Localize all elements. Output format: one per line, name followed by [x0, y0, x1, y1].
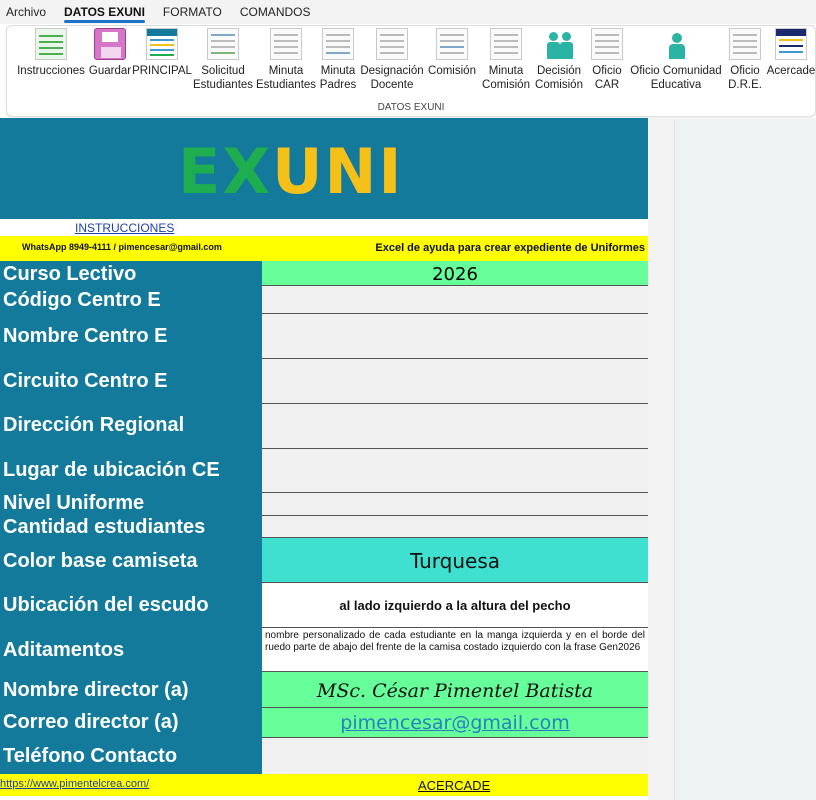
banner — [0, 118, 648, 219]
side-pane-inner — [674, 120, 816, 800]
menu-formato[interactable]: FORMATO — [162, 5, 222, 19]
nombre-director-value: MSc. César Pimentel Batista — [316, 680, 594, 702]
document-icon — [490, 28, 522, 60]
minuta-comision-button[interactable] — [479, 28, 533, 92]
document-icon — [322, 28, 354, 60]
lugar-ubicacion-cell[interactable] — [262, 449, 648, 493]
exuni-logo — [178, 135, 404, 208]
color-base-cell[interactable] — [262, 538, 648, 583]
people-icon — [543, 28, 575, 60]
menu-comandos[interactable]: COMANDOS — [239, 5, 311, 19]
label-nombre-director: Nombre director (a) — [3, 679, 189, 701]
comision-button[interactable] — [425, 28, 479, 78]
website-link[interactable]: https://www.pimentelcrea.com/ — [0, 778, 150, 790]
label-aditamentos: Aditamentos — [3, 639, 125, 661]
minuta-estudiantes-button[interactable] — [255, 28, 317, 92]
document-icon — [376, 28, 408, 60]
acercade-link[interactable]: ACERCADE — [418, 778, 491, 793]
label-codigo-centro: Código Centro E — [3, 289, 161, 311]
document-icon — [729, 28, 761, 60]
nivel-uniforme-cell[interactable] — [262, 493, 648, 516]
label-cantidad-estudiantes: Cantidad estudiantes — [3, 516, 206, 538]
solicitud-estudiantes-label: Solicitud Estudiantes — [192, 65, 254, 91]
aditamentos-value: nombre personalizado de cada estudiante en la manga izquierda y en el borde del ruedo parte de abajo del frente de la camisa costado izquierdo con la frase Gen2026 — [265, 630, 645, 653]
footer-bar — [0, 774, 648, 796]
nombre-director-cell[interactable] — [262, 672, 648, 708]
ribbon-panel — [6, 25, 816, 117]
instructions-link[interactable]: INSTRUCCIONES — [75, 221, 175, 235]
color-base-value: Turquesa — [409, 549, 501, 573]
label-telefono: Teléfono Contacto — [3, 745, 178, 767]
contact-bar — [0, 236, 648, 261]
instructions-row — [0, 219, 648, 236]
menu-archivo[interactable]: Archivo — [6, 5, 47, 19]
document-icon — [436, 28, 468, 60]
people-icon — [660, 28, 692, 60]
logo-ex: EX — [178, 135, 273, 208]
acercade-label: Acercade — [766, 65, 816, 77]
ubicacion-escudo-value: al lado izquierdo a la altura del pecho — [339, 598, 571, 613]
guardar-label: Guardar — [88, 65, 132, 77]
label-ubicacion-escudo: Ubicación del escudo — [3, 594, 209, 616]
designacion-docente-label: Designación Docente — [360, 65, 424, 91]
save-icon — [94, 28, 126, 60]
label-direccion-regional: Dirección Regional — [3, 414, 185, 436]
oficio-dre-button[interactable] — [723, 28, 767, 92]
curso-lectivo-value: 2026 — [432, 264, 478, 285]
codigo-centro-cell[interactable] — [262, 286, 648, 314]
cantidad-estudiantes-cell[interactable] — [262, 516, 648, 538]
acercade-button[interactable] — [767, 28, 815, 78]
label-curso-lectivo: Curso Lectivo — [3, 263, 137, 285]
nombre-centro-cell[interactable] — [262, 314, 648, 359]
contact-info: WhatsApp 8949-4111 / pimencesar@gmail.com — [22, 242, 222, 252]
circuito-centro-cell[interactable] — [262, 359, 648, 404]
instrucciones-icon — [35, 28, 67, 60]
principal-icon — [146, 28, 178, 60]
logo-uni: UNI — [272, 135, 404, 208]
correo-director-link[interactable]: pimencesar@gmail.com — [340, 712, 570, 734]
ribbon-group-label: DATOS EXUNI — [377, 102, 445, 113]
oficio-comunidad-educativa-label: Oficio Comunidad Educativa — [630, 65, 722, 91]
curso-lectivo-cell[interactable] — [262, 261, 648, 286]
correo-director-cell[interactable] — [262, 708, 648, 738]
guardar-button[interactable] — [87, 28, 133, 78]
direccion-regional-cell[interactable] — [262, 404, 648, 449]
principal-label: PRINCIPAL — [132, 65, 192, 77]
menu-bar — [0, 0, 816, 24]
oficio-car-button[interactable] — [585, 28, 629, 92]
oficio-comunidad-educativa-button[interactable] — [629, 28, 723, 92]
ubicacion-escudo-cell[interactable] — [262, 583, 648, 628]
label-circuito-centro: Circuito Centro E — [3, 370, 168, 392]
minuta-padres-label: Minuta Padres — [319, 65, 357, 91]
principal-button[interactable] — [133, 28, 191, 78]
oficio-dre-label: Oficio D.R.E. — [728, 65, 762, 91]
comision-label: Comisión — [428, 65, 476, 77]
oficio-car-label: Oficio CAR — [592, 65, 622, 91]
label-nivel-uniforme: Nivel Uniforme — [3, 492, 145, 514]
decision-comision-button[interactable] — [533, 28, 585, 92]
aditamentos-cell[interactable] — [262, 628, 648, 672]
menu-datos-exuni[interactable]: DATOS EXUNI — [64, 0, 145, 24]
solicitud-estudiantes-button[interactable] — [191, 28, 255, 92]
designacion-docente-button[interactable] — [359, 28, 425, 92]
decision-comision-label: Decisión Comisión — [535, 65, 583, 91]
minuta-estudiantes-label: Minuta Estudiantes — [255, 65, 317, 91]
label-lugar-ubicacion: Lugar de ubicación CE — [3, 459, 220, 481]
document-icon — [207, 28, 239, 60]
document-icon — [591, 28, 623, 60]
side-pane — [648, 118, 816, 800]
telefono-cell[interactable] — [262, 738, 648, 774]
minuta-comision-label: Minuta Comisión — [482, 65, 530, 91]
document-icon — [270, 28, 302, 60]
about-icon — [775, 28, 807, 60]
label-color-base: Color base camiseta — [3, 550, 198, 572]
instrucciones-label: Instrucciones — [17, 65, 85, 77]
app-description: Excel de ayuda para crear expediente de Uniformes — [375, 242, 645, 254]
instrucciones-button[interactable] — [17, 28, 85, 78]
label-correo-director: Correo director (a) — [3, 711, 179, 733]
label-nombre-centro: Nombre Centro E — [3, 325, 168, 347]
minuta-padres-button[interactable] — [317, 28, 359, 92]
